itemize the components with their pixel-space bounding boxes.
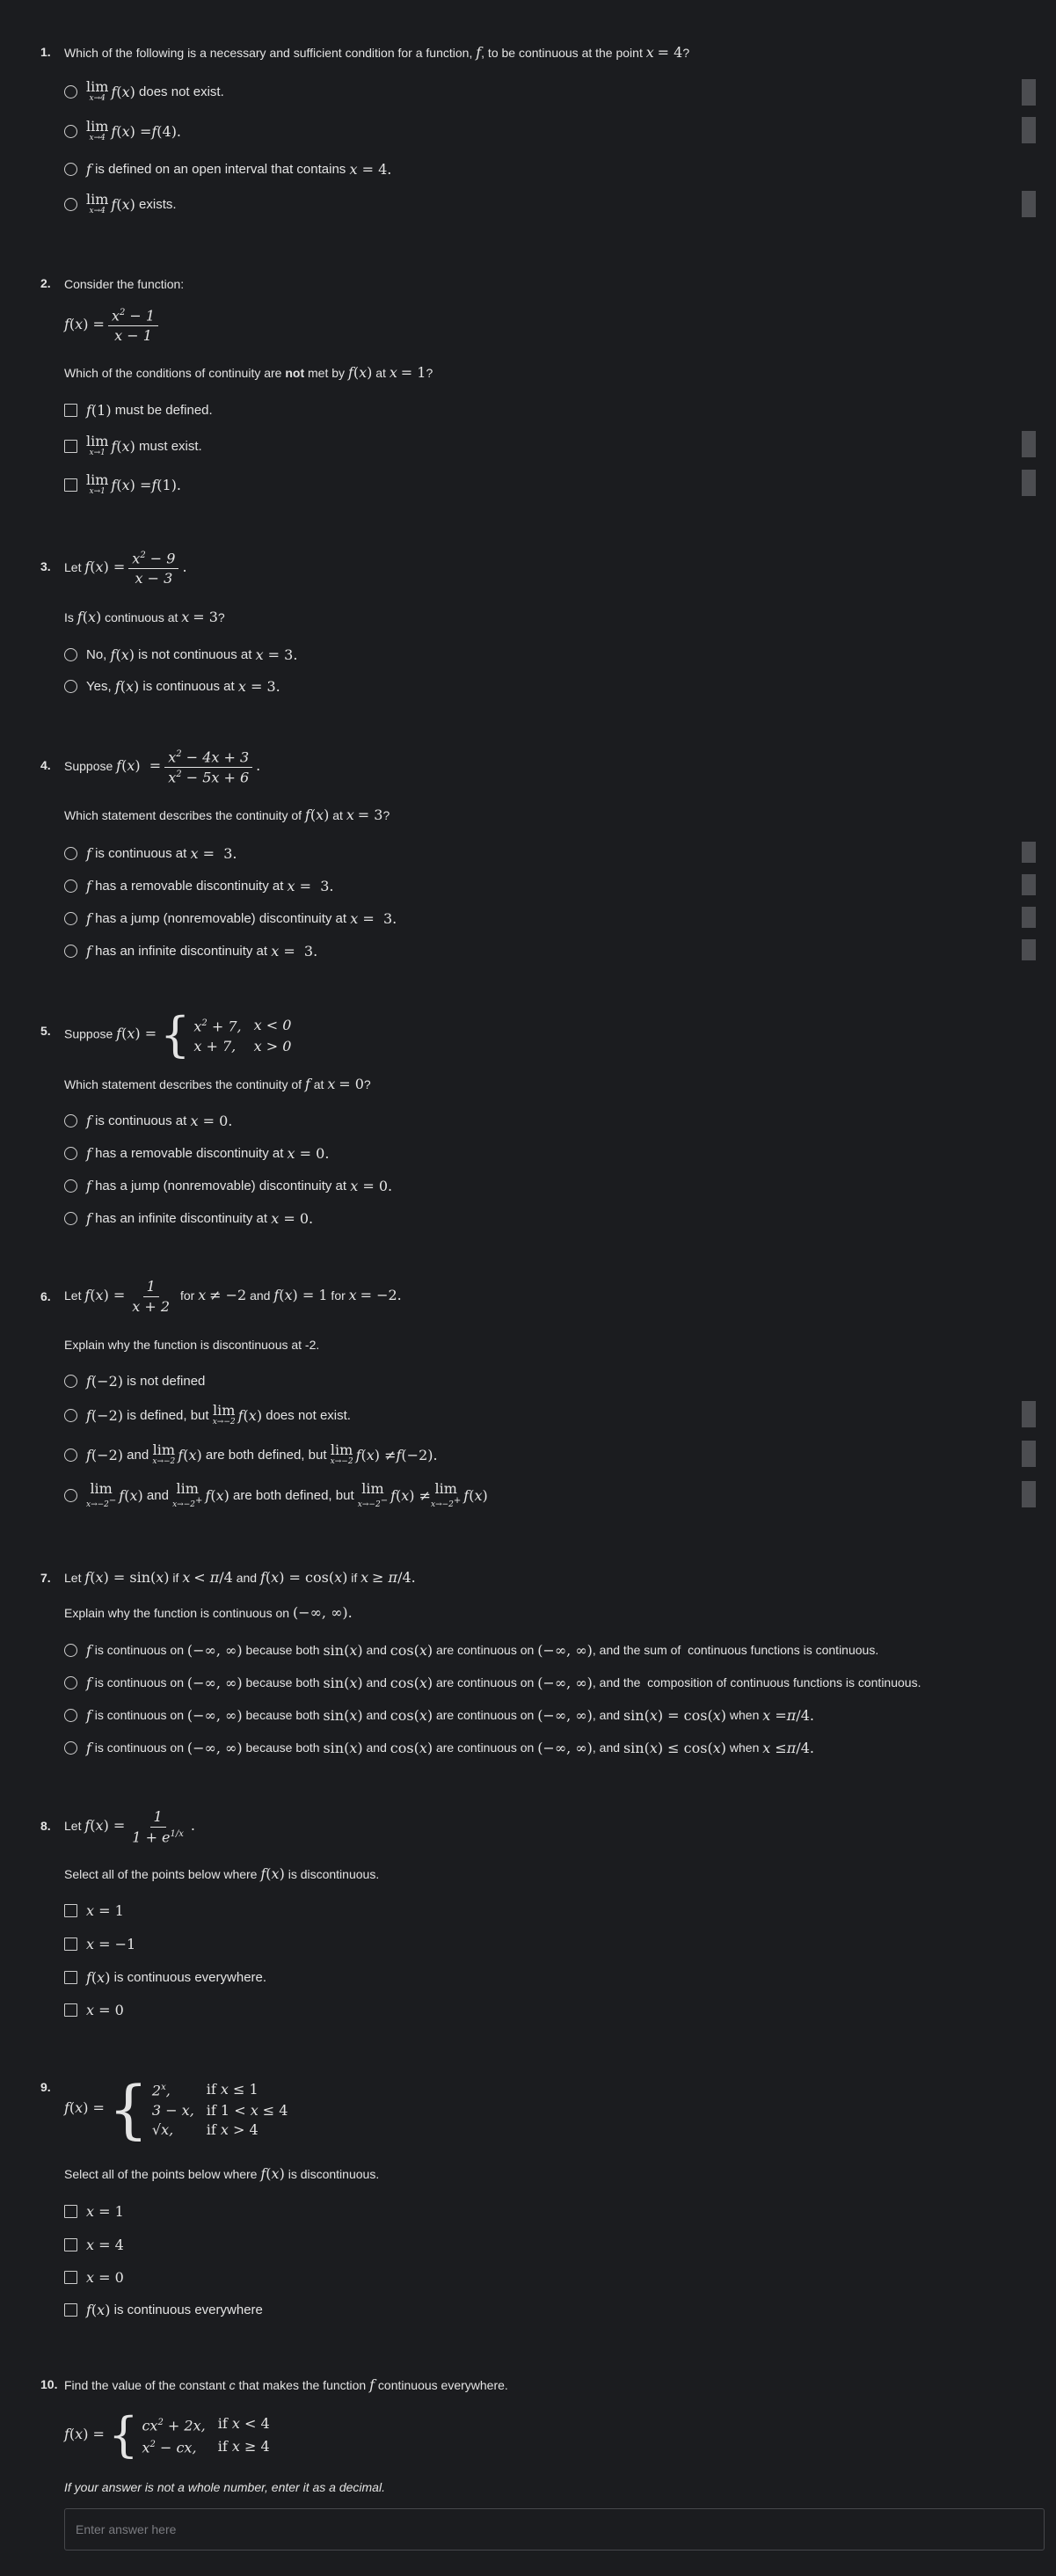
answer-option[interactable]: lim x→−2− f ( x ) and lim x→−2+ f ( x ) are both defined, but lim x→−2− f ( x ) ≠ lim x→−2+ f ( x ) — [64, 1485, 488, 1506]
radio-button[interactable] — [64, 1741, 77, 1755]
answer-option[interactable]: x = 1 — [64, 1900, 124, 1921]
radio-button[interactable] — [64, 1375, 77, 1388]
checkbox[interactable] — [64, 478, 77, 492]
radio-button[interactable] — [64, 912, 77, 925]
radio-button[interactable] — [64, 1676, 77, 1689]
question-number: 1. — [40, 45, 51, 59]
radio-button[interactable] — [64, 680, 77, 693]
radio-button[interactable] — [64, 1644, 77, 1657]
answer-option[interactable]: f is continuous at x = 3. — [64, 843, 237, 864]
radio-button[interactable] — [64, 85, 77, 99]
answer-option[interactable]: No, f ( x ) is not continuous at x = 3. — [64, 644, 297, 665]
checkbox[interactable] — [64, 1937, 77, 1951]
question-text: Select all of the points below where f(x) is discontinuous. — [64, 2165, 380, 2182]
radio-button[interactable] — [64, 1409, 77, 1422]
question-prompt: Which of the following is a necessary and sufficient condition for a function, f, to be continuous at the point x = 4? — [64, 44, 690, 61]
scroll-marker — [1022, 874, 1036, 895]
answer-option[interactable]: x = 4 — [64, 2234, 124, 2255]
radio-button[interactable] — [64, 1709, 77, 1722]
question-prompt: Let f(x) = $\frac{x^2 - 9}{x - 3}$ . — [64, 550, 187, 587]
question-number: 7. — [40, 1571, 51, 1585]
question-prompt: Find the value of the constant c that makes the function f continuous everywhere. — [64, 2376, 508, 2393]
scroll-marker — [1022, 1441, 1036, 1467]
scroll-marker — [1022, 1401, 1036, 1427]
answer-option[interactable]: f has a removable discontinuity at x = 3. — [64, 875, 334, 896]
radio-button[interactable] — [64, 1212, 77, 1225]
radio-button[interactable] — [64, 1179, 77, 1193]
radio-button[interactable] — [64, 945, 77, 958]
answer-option[interactable]: f is continuous at x = 0. — [64, 1110, 232, 1131]
scroll-marker — [1022, 117, 1036, 143]
answer-option[interactable]: lim x→4 f ( x ) does not exist. — [64, 81, 224, 102]
answer-option[interactable]: f is continuous on (−∞, ∞) because both sin( x ) and cos( x ) are continuous on (−∞, ∞) , and the sum of continuous functions is continuous. — [64, 1639, 878, 1660]
answer-option[interactable]: Yes, f ( x ) is continuous at x = 3. — [64, 675, 280, 697]
checkbox[interactable] — [64, 2303, 77, 2317]
checkbox[interactable] — [64, 2003, 77, 2017]
question-number: 2. — [40, 276, 51, 290]
question-prompt: Which of the conditions of continuity are not met by f(x) at x = 1? — [64, 364, 433, 381]
scroll-marker — [1022, 842, 1036, 863]
answer-option[interactable]: f (−2) is not defined — [64, 1370, 205, 1391]
question-prompt: Let f(x) = $\frac{1}{x + 2}$ for x ≠ −2 and f(x) = 1 for x = −2. — [64, 1278, 402, 1315]
question-text: Is f(x) continuous at x = 3? — [64, 609, 225, 625]
question-text: Select all of the points below where f(x) is discontinuous. — [64, 1865, 380, 1882]
scroll-marker — [1022, 1481, 1036, 1507]
radio-button[interactable] — [64, 163, 77, 176]
radio-button[interactable] — [64, 198, 77, 211]
question-prompt: Suppose f(x) = { $x^2 + 7$, x < 0 x + 7, x > 0 — [64, 1007, 292, 1062]
function-definition: f(x) = { 2$^x$, if x ≤ 1 3 − x, if 1 < x ≤ 4 √x, if x > 4 — [64, 2072, 288, 2146]
scroll-marker — [1022, 431, 1036, 457]
function-definition: f(x) = $\frac{x^2 - 1}{x - 1}$ — [64, 308, 162, 344]
answer-option[interactable]: f (1) must be defined. — [64, 399, 213, 420]
question-prompt: Let f(x) = $\frac{1}{1 + e^{1/x}}$ . — [64, 1808, 195, 1845]
radio-button[interactable] — [64, 648, 77, 661]
answer-option[interactable]: f is continuous on (−∞, ∞) because both sin( x ) and cos( x ) are continuous on (−∞, ∞) , and sin( x ) = cos( x ) when x = π /4. — [64, 1704, 814, 1726]
answer-input[interactable] — [65, 2509, 1044, 2550]
radio-button[interactable] — [64, 125, 77, 138]
scroll-marker — [1022, 470, 1036, 496]
checkbox[interactable] — [64, 2271, 77, 2284]
answer-option[interactable]: f is continuous on (−∞, ∞) because both sin( x ) and cos( x ) are continuous on (−∞, ∞) , and sin( x ) ≤ cos( x ) when x ≤ π /4. — [64, 1737, 814, 1758]
answer-option[interactable]: f has an infinite discontinuity at x = 0. — [64, 1208, 313, 1229]
scroll-marker — [1022, 79, 1036, 106]
answer-option[interactable]: f (−2) and lim x→−2 f ( x ) are both defined, but lim x→−2 f ( x ) ≠ f (−2). — [64, 1444, 438, 1465]
answer-option[interactable]: lim x→1 f ( x ) = f (1). — [64, 474, 181, 495]
question-number: 8. — [40, 1819, 51, 1833]
answer-option[interactable]: f has a jump (nonremovable) discontinuity at x = 3. — [64, 908, 397, 929]
question-number: 3. — [40, 559, 51, 573]
radio-button[interactable] — [64, 879, 77, 893]
checkbox[interactable] — [64, 1971, 77, 1984]
question-number: 5. — [40, 1024, 51, 1038]
question-number: 10. — [40, 2377, 58, 2391]
question-prompt: Let f(x) = sin(x) if x < π/4 and f(x) = cos(x) if x ≥ π/4. — [64, 1569, 416, 1586]
answer-option[interactable]: lim x→4 f ( x ) exists. — [64, 193, 177, 215]
scroll-marker — [1022, 191, 1036, 217]
checkbox[interactable] — [64, 2238, 77, 2251]
answer-input-box[interactable] — [64, 2508, 1045, 2550]
radio-button[interactable] — [64, 1489, 77, 1502]
radio-button[interactable] — [64, 847, 77, 860]
question-text: Explain why the function is continuous on (−∞, ∞). — [64, 1604, 353, 1621]
question-number: 9. — [40, 2080, 51, 2094]
answer-option[interactable]: f has a removable discontinuity at x = 0. — [64, 1142, 329, 1164]
question-prompt: Suppose f(x) = $\frac{x^2 - 4x + 3}{x^2 - 5x + 6}$ . — [64, 748, 261, 786]
answer-option[interactable]: x = 0 — [64, 2266, 124, 2288]
answer-option[interactable]: f is defined on an open interval that contains x = 4. — [64, 158, 391, 179]
answer-option[interactable]: x = 0 — [64, 1999, 124, 2020]
answer-option[interactable]: f (−2) is defined, but lim x→−2 f ( x ) does not exist. — [64, 1405, 351, 1426]
answer-option[interactable]: f has an infinite discontinuity at x = 3. — [64, 940, 317, 961]
radio-button[interactable] — [64, 1114, 77, 1127]
answer-option[interactable]: f is continuous on (−∞, ∞) because both sin( x ) and cos( x ) are continuous on (−∞, ∞) , and the composition of continuous functions is continuous. — [64, 1672, 921, 1693]
question-text: Which statement describes the continuity of f at x = 0? — [64, 1076, 371, 1092]
scroll-marker — [1022, 907, 1036, 928]
answer-note: If your answer is not a whole number, enter it as a decimal. — [64, 2480, 385, 2494]
answer-option[interactable]: f ( x ) is continuous everywhere — [64, 2299, 263, 2320]
answer-option[interactable]: f has a jump (nonremovable) discontinuity at x = 0. — [64, 1175, 392, 1196]
checkbox[interactable] — [64, 2205, 77, 2218]
checkbox[interactable] — [64, 1904, 77, 1917]
answer-option[interactable]: x = −1 — [64, 1933, 135, 1954]
checkbox[interactable] — [64, 440, 77, 453]
function-definition: f(x) = { $cx^2 + 2x$, if x < 4 $x^2$ − cx, if x ≥ 4 — [64, 2407, 270, 2463]
answer-option[interactable]: lim x→4 f ( x ) = f (4). — [64, 120, 181, 142]
radio-button[interactable] — [64, 1147, 77, 1160]
question-number: 4. — [40, 758, 51, 772]
radio-button[interactable] — [64, 1449, 77, 1462]
question-text: Which statement describes the continuity of f(x) at x = 3? — [64, 806, 390, 823]
question-intro: Consider the function: — [64, 277, 185, 291]
answer-option[interactable]: x = 1 — [64, 2200, 124, 2222]
answer-option[interactable]: lim x→1 f ( x ) must exist. — [64, 435, 202, 456]
question-text: Explain why the function is discontinuous at -2. — [64, 1338, 320, 1352]
scroll-marker — [1022, 939, 1036, 960]
question-number: 6. — [40, 1289, 51, 1303]
checkbox[interactable] — [64, 404, 77, 417]
answer-option[interactable]: f ( x ) is continuous everywhere. — [64, 1967, 266, 1988]
